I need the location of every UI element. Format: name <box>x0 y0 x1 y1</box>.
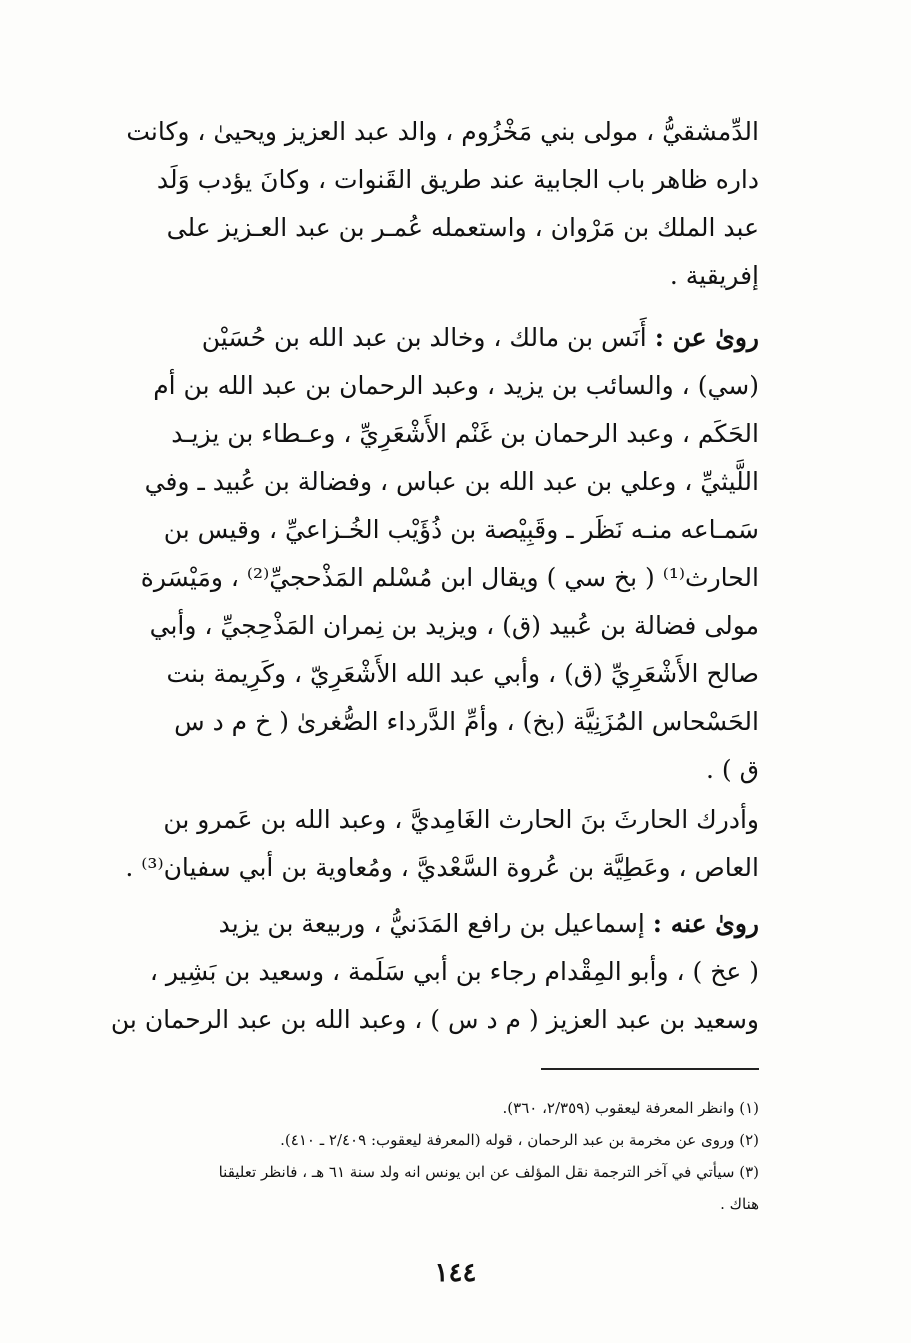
text-line: الحَكَم ، وعبد الرحمان بن غَنْم الأَشْعَرِيِّ ، وعـطاء بن يزيـد <box>171 419 759 448</box>
text-line: عبد الملك بن مَرْوان ، واستعمله عُمـر بن عبد العـزيز على <box>166 213 759 242</box>
text-line: ( عخ ) ، وأبو المِقْدام رجاء بن أبي سَلَمة ، وسعيد بن بَشِير ، <box>149 957 759 986</box>
text-line: داره ظاهر باب الجابية عند طريق القَنوات ، وكانَ يؤدب وَلَد <box>156 165 759 194</box>
text-line: وسعيد بن عبد العزيز ( م د س ) ، وعبد الله بن عبد الرحمان بن <box>110 1005 759 1034</box>
text-line: روىٰ عنه : إسماعيل بن رافع المَدَنيُّ ، وربيعة بن يزيد <box>218 909 759 938</box>
text-line: إفريقية . <box>669 261 759 290</box>
text-line: (سي) ، والسائب بن يزيد ، وعبد الرحمان بن عبد الله بن أم <box>153 371 759 400</box>
text-line: اللَّيثيِّ ، وعلي بن عبد الله بن عباس ، وفضالة بن عُبيد ـ وفي <box>144 467 759 496</box>
text-line: صالح الأَشْعَرِيِّ (ق) ، وأبي عبد الله الأَشْعَرِيّ ، وكَرِيمة بنت <box>166 659 759 688</box>
lead-phrase: روىٰ عنه : <box>652 909 759 938</box>
text-line: سَمـاعه منـه نَظَر ـ وقَبِيْصة بن ذُؤَيْب الخُـزاعيِّ ، وقيس بن <box>163 515 759 544</box>
text-line: الحَسْحاس المُزَنِيَّة (بخ) ، وأمِّ الدَّرداء الصُّغرىٰ ( خ م د س <box>174 707 759 736</box>
text-line: العاص ، وعَطِيَّة بن عُروة السَّعْديَّ ، ومُعاوية بن أبي سفيان⁽³⁾ . <box>125 853 759 882</box>
text-line: وأدرك الحارثَ بنَ الحارث الغَامِديَّ ، وعبد الله بن عَمرو بن <box>163 805 759 834</box>
footnotes <box>74 1092 759 1220</box>
text-line: مولى فضالة بن عُبيد (ق) ، ويزيد بن نِمران المَذْحِجيِّ ، وأبي <box>149 611 759 640</box>
text-line: روىٰ عن : أَنَس بن مالك ، وخالد بن عبد الله بن حُسَيْن <box>201 323 759 352</box>
text-line: الحارث⁽¹⁾ ( بخ سي ) ويقال ابن مُسْلم المَذْحجيِّ⁽²⁾ ، ومَيْسَرة <box>140 563 759 592</box>
paragraph-narrated-by <box>74 900 759 1044</box>
lead-phrase: روىٰ عن : <box>654 323 759 352</box>
footnote-3-continued: هناك . <box>720 1195 759 1213</box>
text-line: ق ) . <box>706 755 759 784</box>
text-line: الدِّمشقيُّ ، مولى بني مَخْزُوم ، والد عبد العزيز ويحيىٰ ، وكانت <box>126 117 759 146</box>
paragraph-narrated-from <box>74 314 759 794</box>
footnote-2: (٢) وروى عن مخرمة بن عبد الرحمان ، قوله (المعرفة ليعقوب: ٢/٤٠٩ ـ ٤١٠). <box>280 1131 759 1149</box>
page-number: ١٤٤ <box>434 1258 477 1288</box>
paragraph-met <box>74 796 759 892</box>
footnote-3: (٣) سيأتي في آخر الترجمة نقل المؤلف عن ابن يونس انه ولد سنة ٦١ هـ ، فانظر تعليقنا <box>218 1163 759 1181</box>
footnote-1: (١) وانظر المعرفة ليعقوب (٢/٣٥٩، ٣٦٠). <box>502 1099 759 1117</box>
footnote-separator <box>541 1068 759 1070</box>
paragraph-biography <box>74 108 759 300</box>
